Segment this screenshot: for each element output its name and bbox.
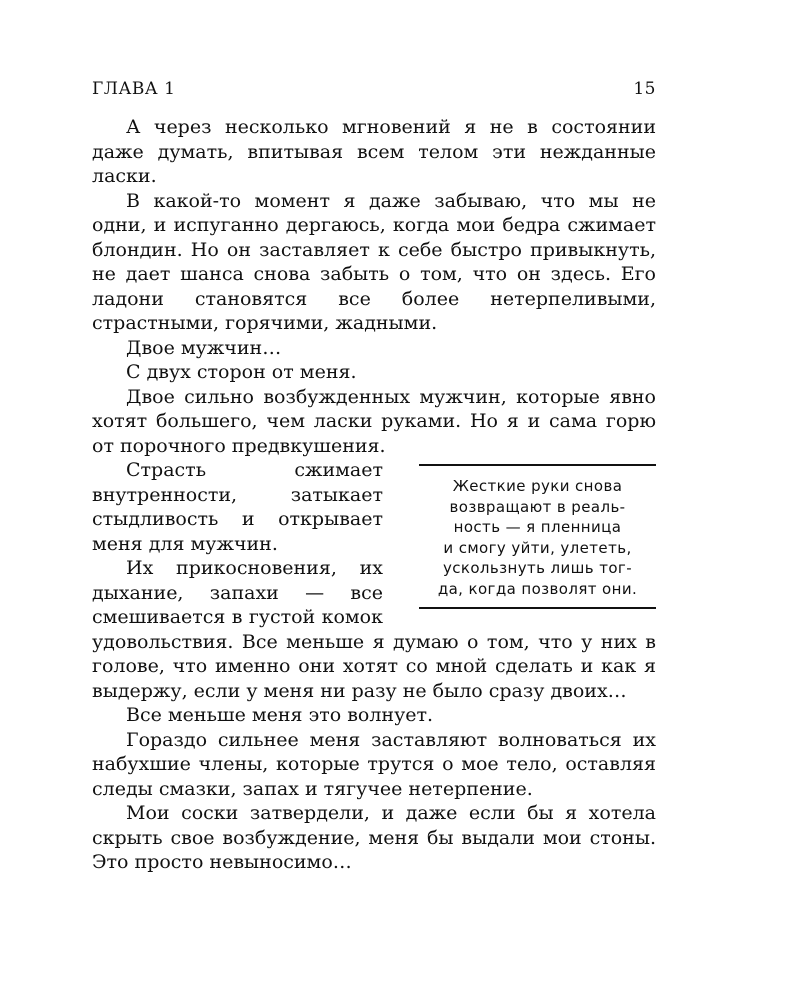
pull-quote-line: и смогу уйти, улететь,	[443, 538, 632, 557]
paragraph: Страсть сжимает внутренности, затыкает стыдливость и открывает меня для мужчин.	[92, 459, 383, 555]
paragraph: С двух сторон от меня.	[126, 361, 357, 383]
paragraph: Все меньше меня это волнует.	[126, 704, 434, 726]
paragraph: Двое сильно возбужденных мужчин, которые явно хотят большего, чем ласки руками. Но я и сама горю от порочного предвкушения.	[92, 385, 656, 457]
paragraph: Их прикосновения, их дыхание, запахи — все смешивается в густой комок удовольствия. Все меньше я думаю о том, что у них в голове, что именно они хотят со мной сделать и как я выдержу, если у меня ни разу не было сразу двоих…	[92, 557, 656, 702]
paragraph: В какой-то момент я даже забываю, что мы не одни, и испуганно дергаюсь, когда мои бедра сжимает блондин. Но он заставляет к себе быстро привыкнуть, не дает шанса снова забыть о том, что он здесь. Его ладони становятся все более нетерпеливыми, страстными, горячими, жадными.	[92, 189, 656, 334]
pull-quote	[419, 464, 656, 609]
chapter-title: ГЛАВА 1	[92, 79, 176, 99]
body-text	[92, 115, 656, 875]
pull-quote-line: ускользнуть лишь тог-	[442, 559, 633, 577]
pull-quote-line: Жесткие руки снова	[452, 477, 623, 495]
paragraph: Мои соски затвердели, и даже если бы я хотела скрыть свое возбуждение, меня бы выдали мои стоны. Это просто невыносимо…	[92, 802, 656, 873]
running-head	[92, 77, 656, 101]
pull-quote-line: да, когда позволят они.	[437, 579, 638, 598]
pull-quote-line: возвращают в реаль-	[449, 497, 626, 516]
pull-quote-line: ность — я пленница	[453, 518, 622, 536]
paragraph: Гораздо сильнее меня заставляют волноваться их набухшие члены, которые трутся о мое тело, оставляя следы смазки, запах и тягучее нетерпение.	[92, 728, 656, 800]
page-number: 15	[633, 79, 656, 99]
paragraph: Двое мужчин…	[126, 336, 282, 359]
paragraph: А через несколько мгновений я не в состоянии даже думать, впитывая всем телом эти нежданные ласки.	[92, 116, 656, 187]
